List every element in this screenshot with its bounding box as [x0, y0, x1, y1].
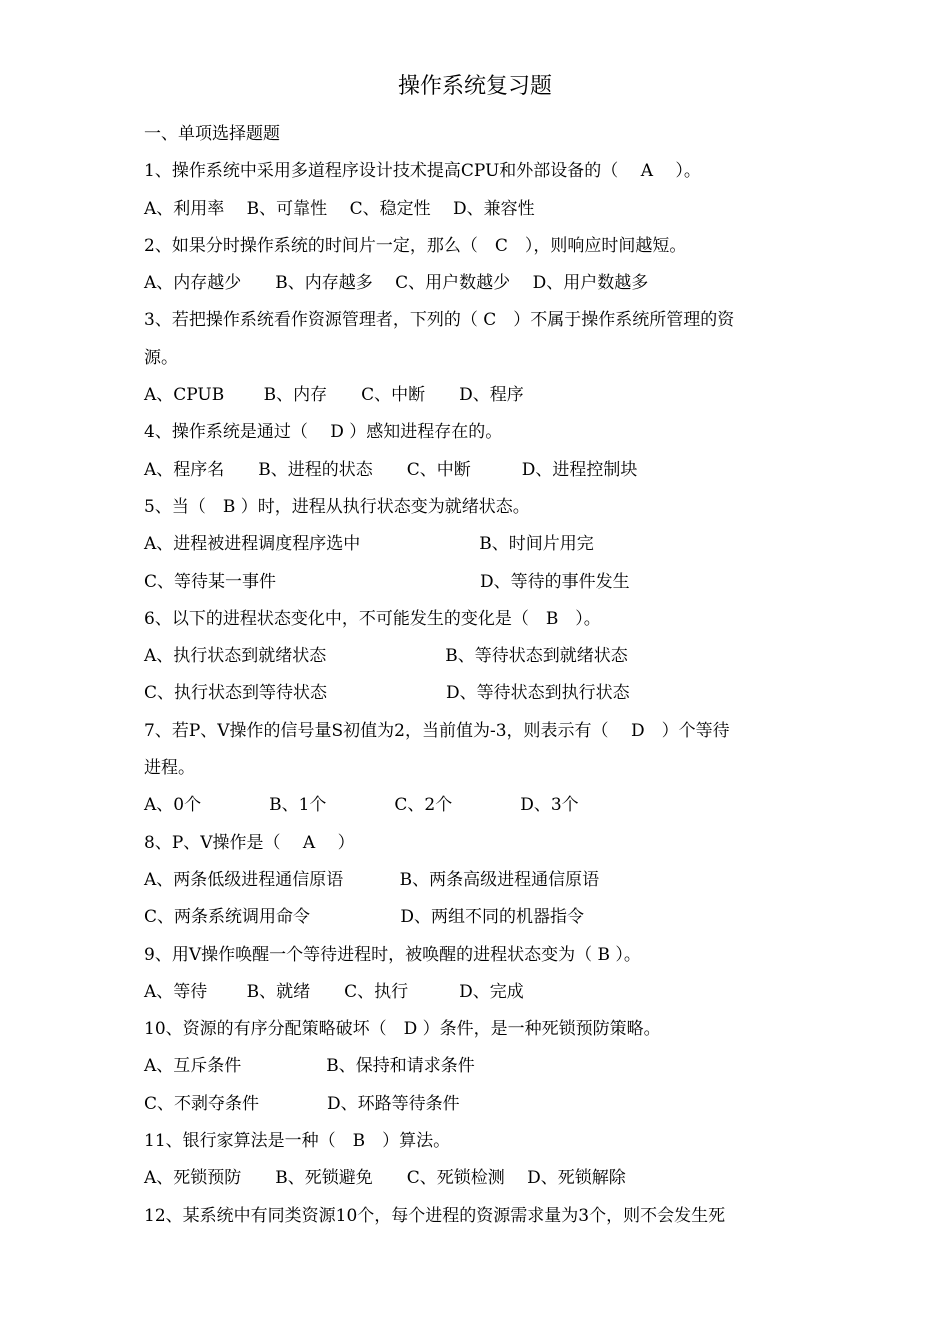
question-1: 1、操作系统中采用多道程序设计技术提高CPU和外部设备的（ A ）。 — [144, 161, 701, 182]
question-2-options: A、内存越少 B、内存越多 C、用户数越少 D、用户数越多 — [144, 273, 649, 294]
question-5-options-cd: C、等待某一事件 D、等待的事件发生 — [144, 571, 630, 592]
question-10-options-ab: A、互斥条件 B、保持和请求条件 — [144, 1056, 475, 1077]
question-8: 8、P、V操作是（ A ） — [144, 832, 355, 853]
question-8-options-cd: C、两条系统调用命令 D、两组不同的机器指令 — [144, 907, 585, 928]
question-2: 2、如果分时操作系统的时间片一定，那么（ C ），则响应时间越短。 — [144, 235, 687, 256]
question-9-options: A、等待 B、就绪 C、执行 D、完成 — [144, 981, 524, 1002]
question-3-continued: 源。 — [144, 347, 178, 368]
section-heading: 一、单项选择题题 — [144, 124, 280, 144]
question-8-options-ab: A、两条低级进程通信原语 B、两条高级进程通信原语 — [144, 869, 600, 890]
question-3-options: A、CPUB B、内存 C、中断 D、程序 — [144, 385, 524, 406]
page-title: 操作系统复习题 — [397, 74, 552, 99]
question-list — [144, 116, 824, 1235]
question-9: 9、用V操作唤醒一个等待进程时，被唤醒的进程状态变为（ B ）。 — [144, 944, 641, 965]
question-1-options: A、利用率 B、可靠性 C、稳定性 D、兼容性 — [144, 198, 535, 219]
question-10-options-cd: C、不剥夺条件 D、环路等待条件 — [144, 1093, 460, 1114]
question-5: 5、当（ B ）时，进程从执行状态变为就绪状态。 — [144, 496, 530, 517]
question-6: 6、以下的进程状态变化中，不可能发生的变化是（ B ）。 — [144, 608, 601, 629]
question-6-options-cd: C、执行状态到等待状态 D、等待状态到执行状态 — [144, 683, 630, 704]
question-4: 4、操作系统是通过（ D ）感知进程存在的。 — [144, 422, 503, 443]
question-4-options: A、程序名 B、进程的状态 C、中断 D、进程控制块 — [144, 459, 638, 480]
question-11-options: A、死锁预防 B、死锁避免 C、死锁检测 D、死锁解除 — [144, 1168, 626, 1189]
question-11: 11、银行家算法是一种（ B ）算法。 — [144, 1131, 451, 1152]
question-10: 10、资源的有序分配策略破坏（ D ）条件，是一种死锁预防策略。 — [144, 1019, 661, 1040]
question-6-options-ab: A、执行状态到就绪状态 B、等待状态到就绪状态 — [144, 646, 628, 667]
question-3: 3、若把操作系统看作资源管理者，下列的（ C ）不属于操作系统所管理的资 — [144, 310, 735, 331]
question-5-options-ab: A、进程被进程调度程序选中 B、时间片用完 — [144, 534, 594, 555]
question-7-options: A、0个 B、1个 C、2个 D、3个 — [144, 795, 579, 816]
question-7: 7、若P、V操作的信号量S初值为2，当前值为-3，则表示有（ D ）个等待 — [144, 720, 730, 741]
question-7-continued: 进程。 — [144, 758, 195, 779]
question-12: 12、某系统中有同类资源10个，每个进程的资源需求量为3个，则不会发生死 — [144, 1205, 726, 1226]
